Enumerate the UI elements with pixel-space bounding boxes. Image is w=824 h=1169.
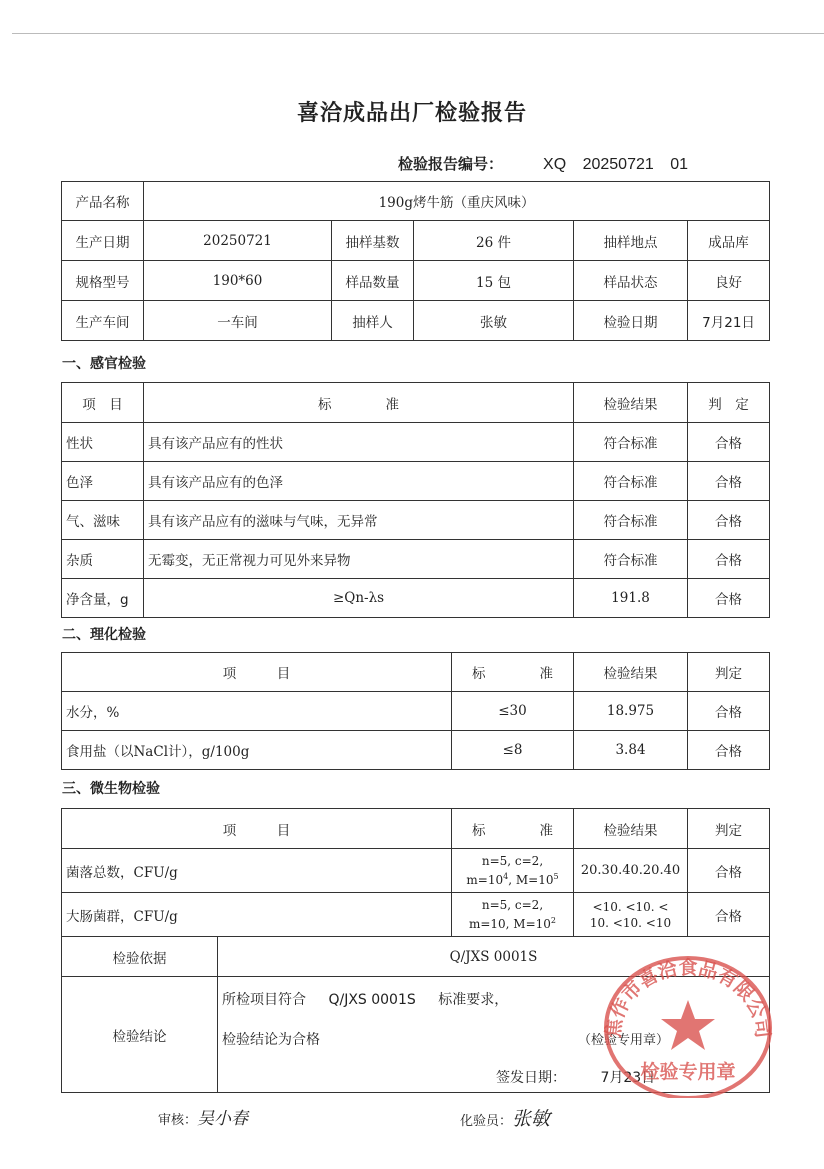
table-row xyxy=(62,579,770,618)
micro-item: 大肠菌群，CFU/g xyxy=(62,893,452,937)
company-seal xyxy=(598,948,778,1098)
issue-date-label: 签发日期： xyxy=(496,1070,566,1086)
sample-place: 成品库 xyxy=(688,221,770,261)
conclusion-line1 xyxy=(222,989,508,1009)
sampler: 张敏 xyxy=(414,301,574,341)
micro-judge: 合格 xyxy=(688,893,770,937)
spec-label: 规格型号 xyxy=(62,261,144,301)
sensory-item: 色泽 xyxy=(62,462,144,501)
physchem-result: 3.84 xyxy=(574,731,688,770)
sensory-result: 191.8 xyxy=(574,579,688,618)
workshop: 一车间 xyxy=(144,301,332,341)
sample-qty: 15 包 xyxy=(414,261,574,301)
sensory-header-judge: 判 定 xyxy=(688,383,770,423)
sensory-item: 杂质 xyxy=(62,540,144,579)
inspect-date: 7月21日 xyxy=(688,301,770,341)
tester-signature xyxy=(460,1104,550,1131)
micro-std-exp: 4 xyxy=(503,872,509,881)
physchem-item: 食用盐（以NaCl计），g/100g xyxy=(62,731,452,770)
physchem-judge: 合格 xyxy=(688,692,770,731)
sensory-item: 净含量，g xyxy=(62,579,144,618)
micro-header-item: 项 目 xyxy=(62,809,452,849)
reviewer-label: 审核： xyxy=(158,1113,198,1128)
conclusion-stamp-note: （检验专用章） xyxy=(578,1033,670,1048)
micro-heading: 三、微生物检验 xyxy=(62,781,160,797)
conclusion-line1-a: 所检项目符合 xyxy=(222,992,306,1008)
prod-date: 20250721 xyxy=(144,221,332,261)
top-rule xyxy=(12,33,824,34)
sample-base: 26 件 xyxy=(414,221,574,261)
micro-std-m: m=10 xyxy=(466,873,504,887)
sensory-result: 符合标准 xyxy=(574,540,688,579)
physchem-heading: 二、理化检验 xyxy=(62,627,146,643)
workshop-label: 生产车间 xyxy=(62,301,144,341)
physchem-header-item: 项 目 xyxy=(62,653,452,692)
micro-std-exp: 2 xyxy=(550,916,557,925)
micro-std-M: , M=10 xyxy=(508,873,554,887)
physchem-table xyxy=(61,652,770,770)
micro-standard xyxy=(452,849,574,893)
spec: 190*60 xyxy=(144,261,332,301)
sensory-heading: 一、感官检验 xyxy=(62,356,146,372)
micro-standard-line1: n=5, c=2, xyxy=(481,898,544,912)
sensory-standard: 具有该产品应有的滋味与气味，无异常 xyxy=(144,501,574,540)
table-row xyxy=(62,501,770,540)
table-row xyxy=(62,692,770,731)
seal-top-text: 焦作市喜洽食品有限公司 xyxy=(602,957,774,1040)
prod-date-label: 生产日期 xyxy=(62,221,144,261)
sampler-label: 抽样人 xyxy=(332,301,414,341)
sensory-judge: 合格 xyxy=(688,462,770,501)
sample-place-label: 抽样地点 xyxy=(574,221,688,261)
physchem-header-judge: 判定 xyxy=(688,653,770,692)
sensory-judge: 合格 xyxy=(688,501,770,540)
info-table xyxy=(61,181,770,341)
physchem-judge: 合格 xyxy=(688,731,770,770)
physchem-standard: ≤8 xyxy=(452,731,574,770)
sample-qty-label: 样品数量 xyxy=(332,261,414,301)
micro-header-result: 检验结果 xyxy=(574,809,688,849)
tester-label: 化验员： xyxy=(460,1114,513,1129)
seal-bottom-text: 检验专用章 xyxy=(640,1061,736,1083)
micro-std-exp: 5 xyxy=(553,872,559,881)
table-row xyxy=(62,893,770,937)
sensory-standard: 无霉变，无正常视力可见外来异物 xyxy=(144,540,574,579)
conclusion-label: 检验结论 xyxy=(62,977,218,1093)
micro-standard-line1: n=5, c=2, xyxy=(481,854,544,868)
sensory-header-result: 检验结果 xyxy=(574,383,688,423)
micro-result xyxy=(574,893,688,937)
sensory-result: 符合标准 xyxy=(574,501,688,540)
sensory-item: 性状 xyxy=(62,423,144,462)
micro-standard-line2 xyxy=(454,869,571,888)
sensory-header-item: 项 目 xyxy=(62,383,144,423)
reviewer-name: 吴小春 xyxy=(197,1109,249,1129)
sensory-judge: 合格 xyxy=(688,423,770,462)
sensory-judge: 合格 xyxy=(688,579,770,618)
sensory-standard: ≥Qn-λs xyxy=(144,579,574,618)
report-number xyxy=(398,153,688,174)
report-number-label: 检验报告编号： xyxy=(398,155,504,173)
table-row xyxy=(62,849,770,893)
product-name-label: 产品名称 xyxy=(62,182,144,221)
sensory-result: 符合标准 xyxy=(574,462,688,501)
micro-result-line2: 10. <10. <10 xyxy=(589,915,672,930)
table-row xyxy=(62,731,770,770)
micro-result-line1: <10. <10. < xyxy=(592,899,669,914)
sensory-standard: 具有该产品应有的性状 xyxy=(144,423,574,462)
physchem-result: 18.975 xyxy=(574,692,688,731)
micro-standard-line2 xyxy=(454,913,571,932)
physchem-item: 水分，% xyxy=(62,692,452,731)
micro-judge: 合格 xyxy=(688,849,770,893)
tester-name: 张敏 xyxy=(512,1108,551,1130)
physchem-header-standard: 标 准 xyxy=(452,653,574,692)
micro-standard xyxy=(452,893,574,937)
table-row xyxy=(62,540,770,579)
report-number-value: XQ 20250721 01 xyxy=(543,156,689,173)
conclusion-line1-b: 标准要求， xyxy=(438,992,509,1008)
sensory-table xyxy=(61,382,770,618)
issue-date-value: 7月23日 xyxy=(600,1070,656,1086)
conclusion-line1-std: Q/JXS 0001S xyxy=(328,992,416,1008)
physchem-standard: ≤30 xyxy=(452,692,574,731)
physchem-header-result: 检验结果 xyxy=(574,653,688,692)
sample-state-label: 样品状态 xyxy=(574,261,688,301)
sensory-header-standard: 标 准 xyxy=(144,383,574,423)
micro-std-m: m=10, M=10 xyxy=(468,917,551,931)
sensory-standard: 具有该产品应有的色泽 xyxy=(144,462,574,501)
sample-base-label: 抽样基数 xyxy=(332,221,414,261)
micro-item: 菌落总数，CFU/g xyxy=(62,849,452,893)
micro-result: 20.30.40.20.40 xyxy=(574,849,688,893)
basis-label: 检验依据 xyxy=(62,937,218,977)
product-name: 190g烤牛筋（重庆风味） xyxy=(144,182,770,221)
reviewer-signature xyxy=(158,1104,248,1129)
seal-star-icon xyxy=(661,1000,715,1050)
basis-value: Q/JXS 0001S xyxy=(218,937,770,977)
inspect-date-label: 检验日期 xyxy=(574,301,688,341)
conclusion-line2: 检验结论为合格 xyxy=(222,1032,320,1048)
sensory-result: 符合标准 xyxy=(574,423,688,462)
micro-header-judge: 判定 xyxy=(688,809,770,849)
micro-header-standard: 标 准 xyxy=(452,809,574,849)
sensory-item: 气、滋味 xyxy=(62,501,144,540)
sample-state: 良好 xyxy=(688,261,770,301)
table-row xyxy=(62,423,770,462)
sensory-judge: 合格 xyxy=(688,540,770,579)
report-title: 喜洽成品出厂检验报告 xyxy=(296,101,527,126)
table-row xyxy=(62,462,770,501)
